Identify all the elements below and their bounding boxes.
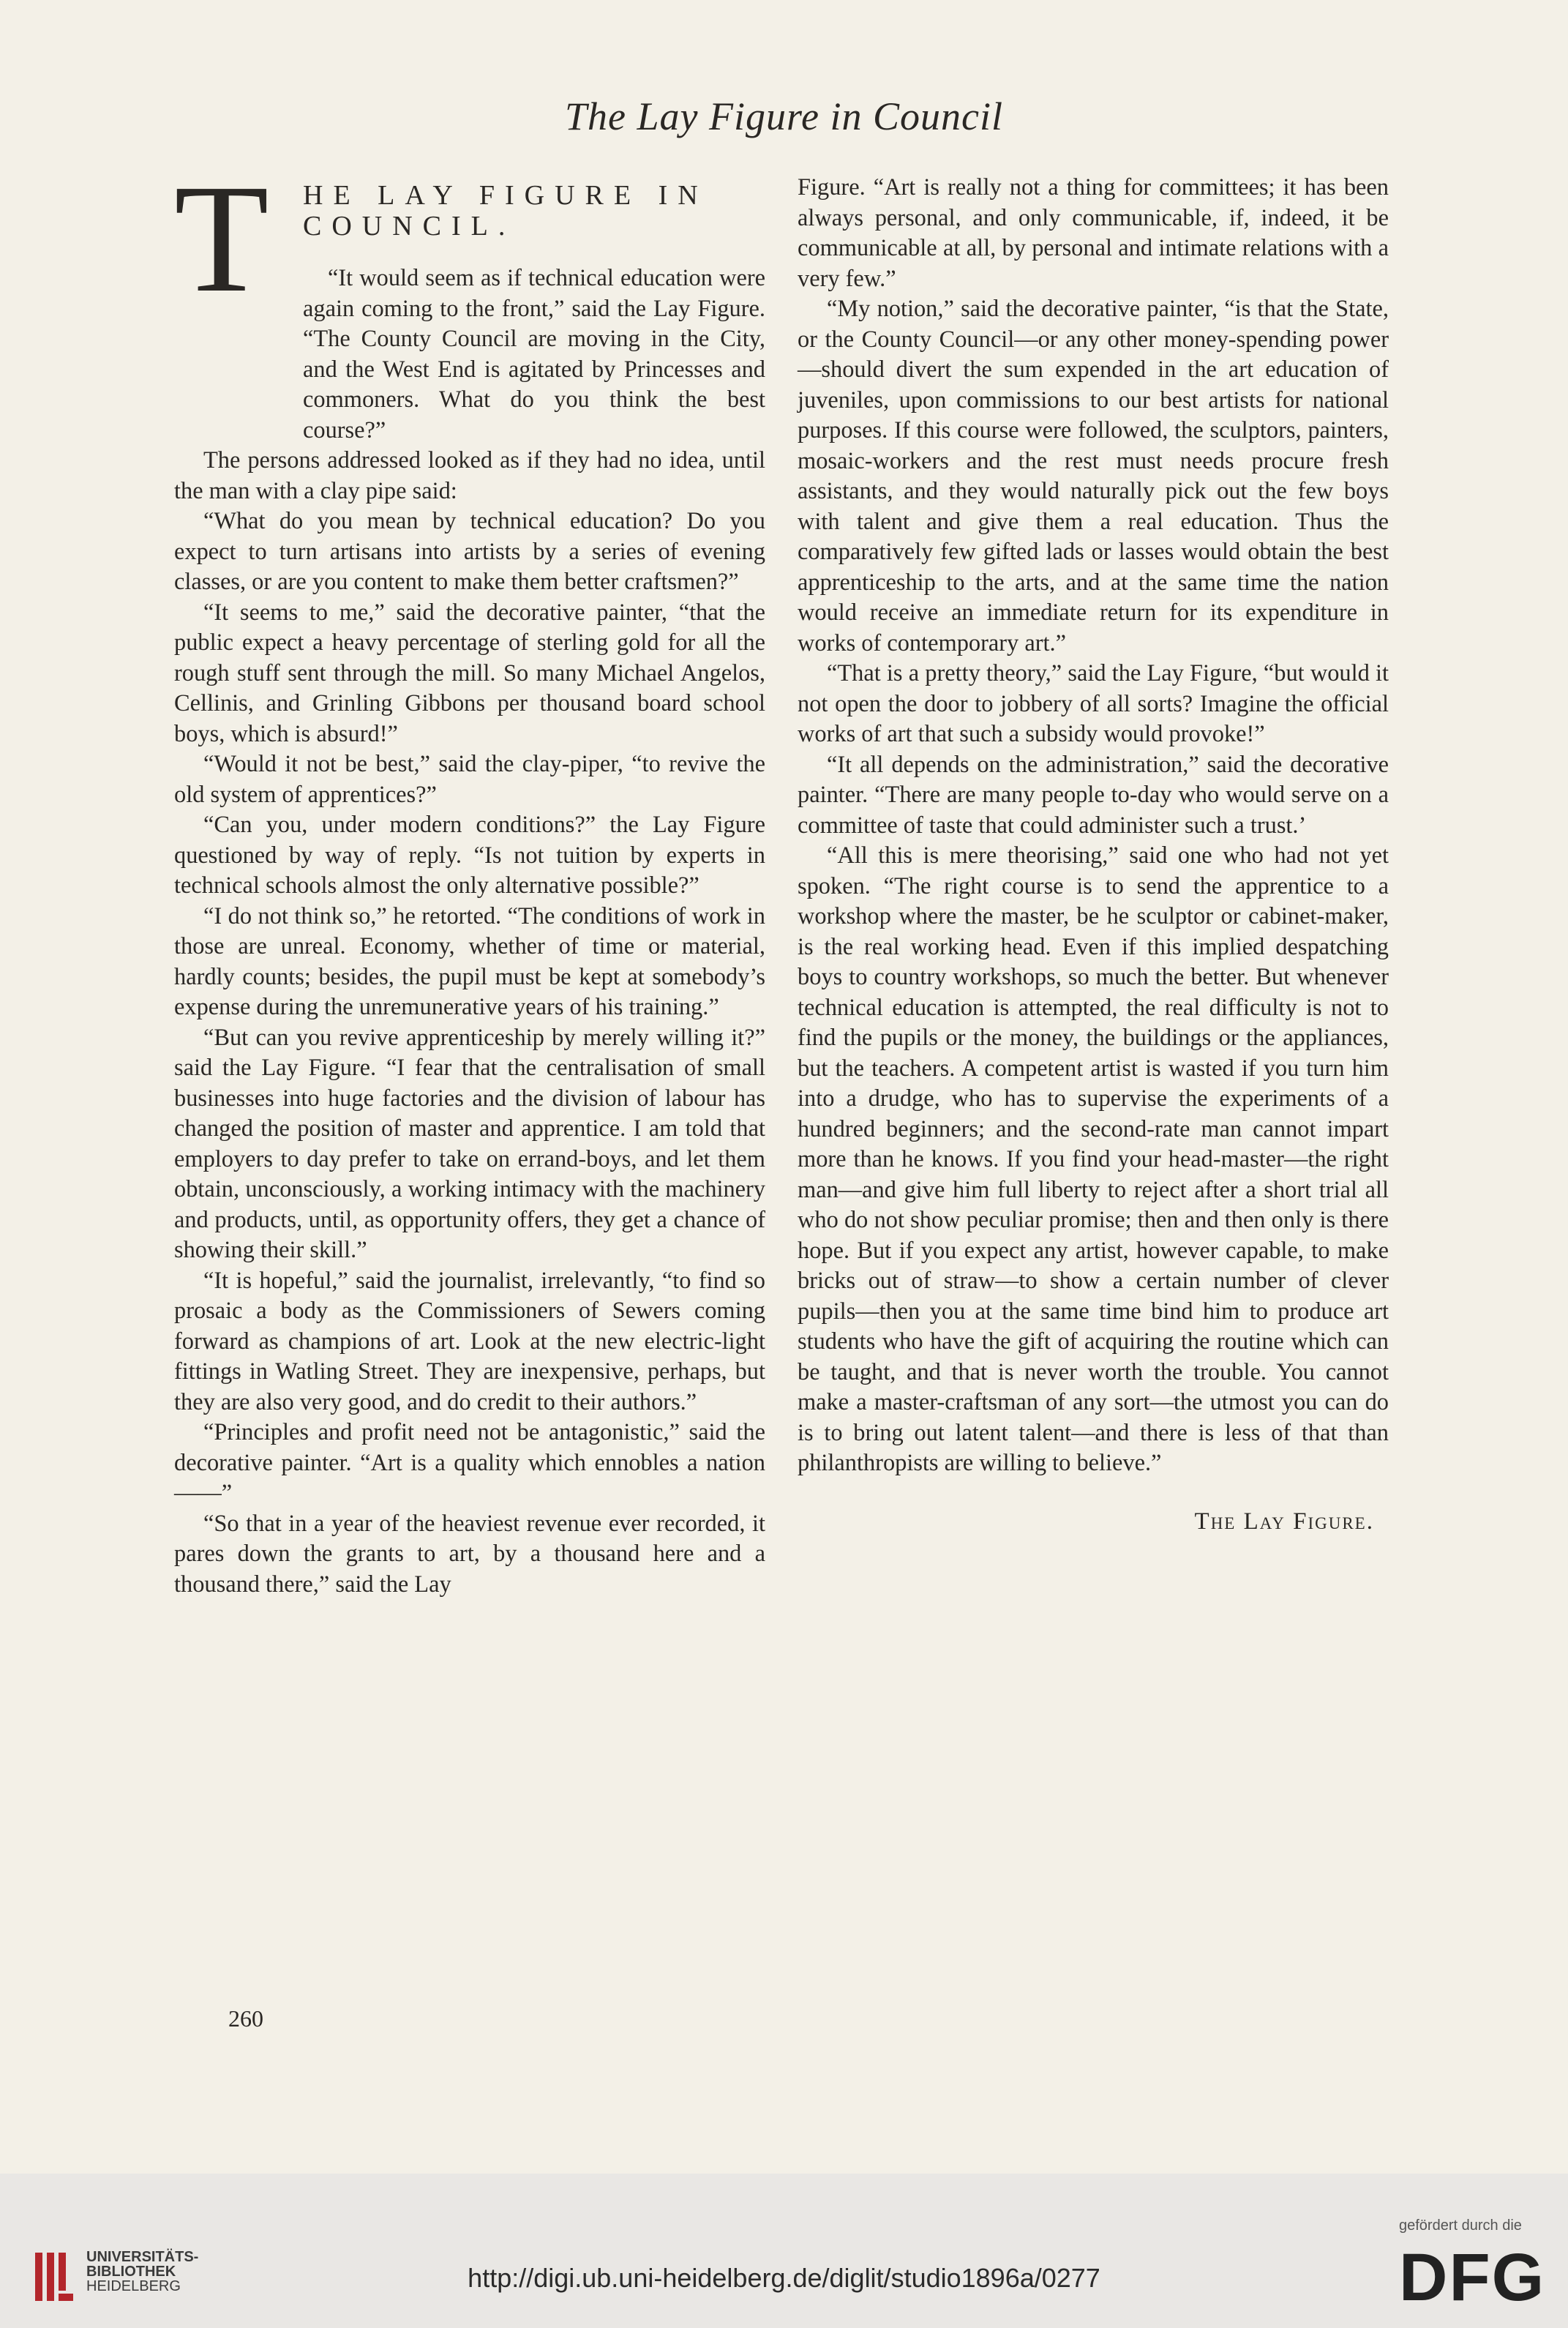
opening-paragraph: “It would seem as if technical education were again coming to the front,” said the Lay Figure. “The County Council are moving in the City, and the West End is agitated by Princesses and commoners. What do you think the best course?”: [303, 265, 765, 443]
library-name-line-3: HEIDELBERG: [86, 2278, 181, 2294]
continued-paragraph: Figure. “Art is really not a thing for committees; it has been always personal, and only communicable, if, indeed, it be communicable at all, by personal and intimate relations with a very few.”: [798, 174, 1389, 292]
paragraph: “It all depends on the administration,” said the decorative painter. “There are many people to-day who would serve on a committee of taste that could administer such a trust.’: [798, 751, 1389, 839]
article-title-line-2: COUNCIL.: [303, 211, 516, 242]
right-column: [798, 173, 1389, 1535]
library-name-line-2: BIBLIOTHEK: [86, 2264, 176, 2280]
paragraph: “It seems to me,” said the decorative painter, “that the public expect a heavy percentage of sterling gold for all the rough stuff sent through the mill. So many Michael Angelos, Cellinis, and Grinling Gibbons per thousand board school boys, which is absurd!”: [174, 599, 765, 747]
paragraph: “I do not think so,” he retorted. “The conditions of work in those are unreal. Economy, whether of time or material, hardly counts; besides, the pupil must be kept at somebody’s expense during the unremunerative years of his training.”: [174, 902, 765, 1020]
drop-cap: T: [174, 152, 269, 324]
page-number: 260: [228, 2005, 263, 2032]
paragraph: “Would it not be best,” said the clay-piper, “to revive the old system of apprentices?”: [174, 751, 765, 808]
library-name-line-1: UNIVERSITÄTS-: [86, 2249, 199, 2265]
paragraph: “That is a pretty theory,” said the Lay Figure, “but would it not open the door to jobbery of all sorts? Imagine the official works of art that such a subsidy would provoke!”: [798, 660, 1389, 747]
paragraph: “But can you revive apprenticeship by merely willing it?” said the Lay Figure. “I fear that the centralisation of small businesses into huge factories and the division of labour has changed the position of master and apprentice. I am told that employers to day prefer to take on errand-boys, and let them obtain, unconsciously, a working intimacy with the machinery and products, until, as opportunity offers, they get a chance of showing their skill.”: [174, 1024, 765, 1263]
funded-by-label: gefördert durch die: [1399, 2217, 1522, 2234]
article-title: [303, 180, 708, 242]
article-heading: [174, 152, 765, 325]
source-url[interactable]: http://digi.ub.uni-heidelberg.de/diglit/studio1896a/0277: [468, 2263, 1100, 2293]
paragraph: “Principles and profit need not be antagonistic,” said the decorative painter. “Art is a quality which ennobles a nation——”: [174, 1419, 765, 1506]
left-paragraphs: [174, 446, 765, 1600]
paragraph: “It is hopeful,” said the journalist, irrelevantly, “to find so prosaic a body as the Commissioners of Sewers coming forward as champions of art. Look at the new electric-light fittings in Watling Street. They are inexpensive, perhaps, but they are also very good, and do credit to their authors.”: [174, 1267, 765, 1415]
running-head: The Lay Figure in Council: [565, 94, 1003, 138]
left-column: [174, 152, 765, 1600]
paragraph: “So that in a year of the heaviest revenue ever recorded, it pares down the grants to art, by a thousand here and a thousand there,” said the Lay: [174, 1510, 765, 1598]
paragraph: “All this is mere theorising,” said one who had not yet spoken. “The right course is to send the apprentice to a workshop where the master, be he sculptor or cabinet-maker, is the real working head. Even if this implied despatching boys to country workshops, so much the better. But whenever technical education is attempted, the real difficulty is not to find the pupils or the money, the buildings or the appliances, but the teachers. A competent artist is wasted if you turn him into a drudge, who has to supervise the experiments of a hundred beginners; and the second-rate man cannot impart more than he knows. If you find your head-master—the right man—and give him full liberty to reject after a short trial all who do not show peculiar promise; then and then only is there hope. But if you expect any artist, however capable, to make bricks out of straw—to show a certain number of clever pupils—then you at the same time bind him to produce art students who have the gift of acquiring the routine which can be taught, and that is never worth the trouble. You cannot make a master-craftsman of any sort—the utmost you can do is to bring out latent talent—and there is less of that than philanthropists are willing to believe.”: [798, 842, 1389, 1476]
paragraph: “Can you, under modern conditions?” the Lay Figure questioned by way of reply. “Is not tuition by experts in technical schools almost the only alternative possible?”: [174, 812, 765, 899]
digitization-footer: [0, 2174, 1568, 2328]
paragraph: “What do you mean by technical education? Do you expect to turn artisans into artists by a series of evening classes, or are you content to make them better craftsmen?”: [174, 508, 765, 595]
article-title-line-1: HE LAY FIGURE IN: [303, 180, 708, 211]
dfg-logo: DFG: [1399, 2240, 1546, 2315]
paragraph: “My notion,” said the decorative painter, “is that the State, or the County Council—or any other money-spending power—should divert the sum expended in the art education of juveniles, upon commissions to our best artists for national purposes. If this course were followed, the sculptors, painters, mosaic-workers and the rest must needs procure fresh assistants, and they would naturally pick out the few boys with talent and give them a real education. Thus the comparatively few gifted lads or lasses would obtain the best apprenticeship to the arts, and at the same time the nation would receive an immediate return for its expenditure in works of contemporary art.”: [798, 296, 1389, 656]
signature: The Lay Figure.: [1194, 1508, 1374, 1535]
paragraph: The persons addressed looked as if they had no idea, until the man with a clay pipe said:: [174, 447, 765, 504]
right-paragraphs: [798, 294, 1389, 1479]
